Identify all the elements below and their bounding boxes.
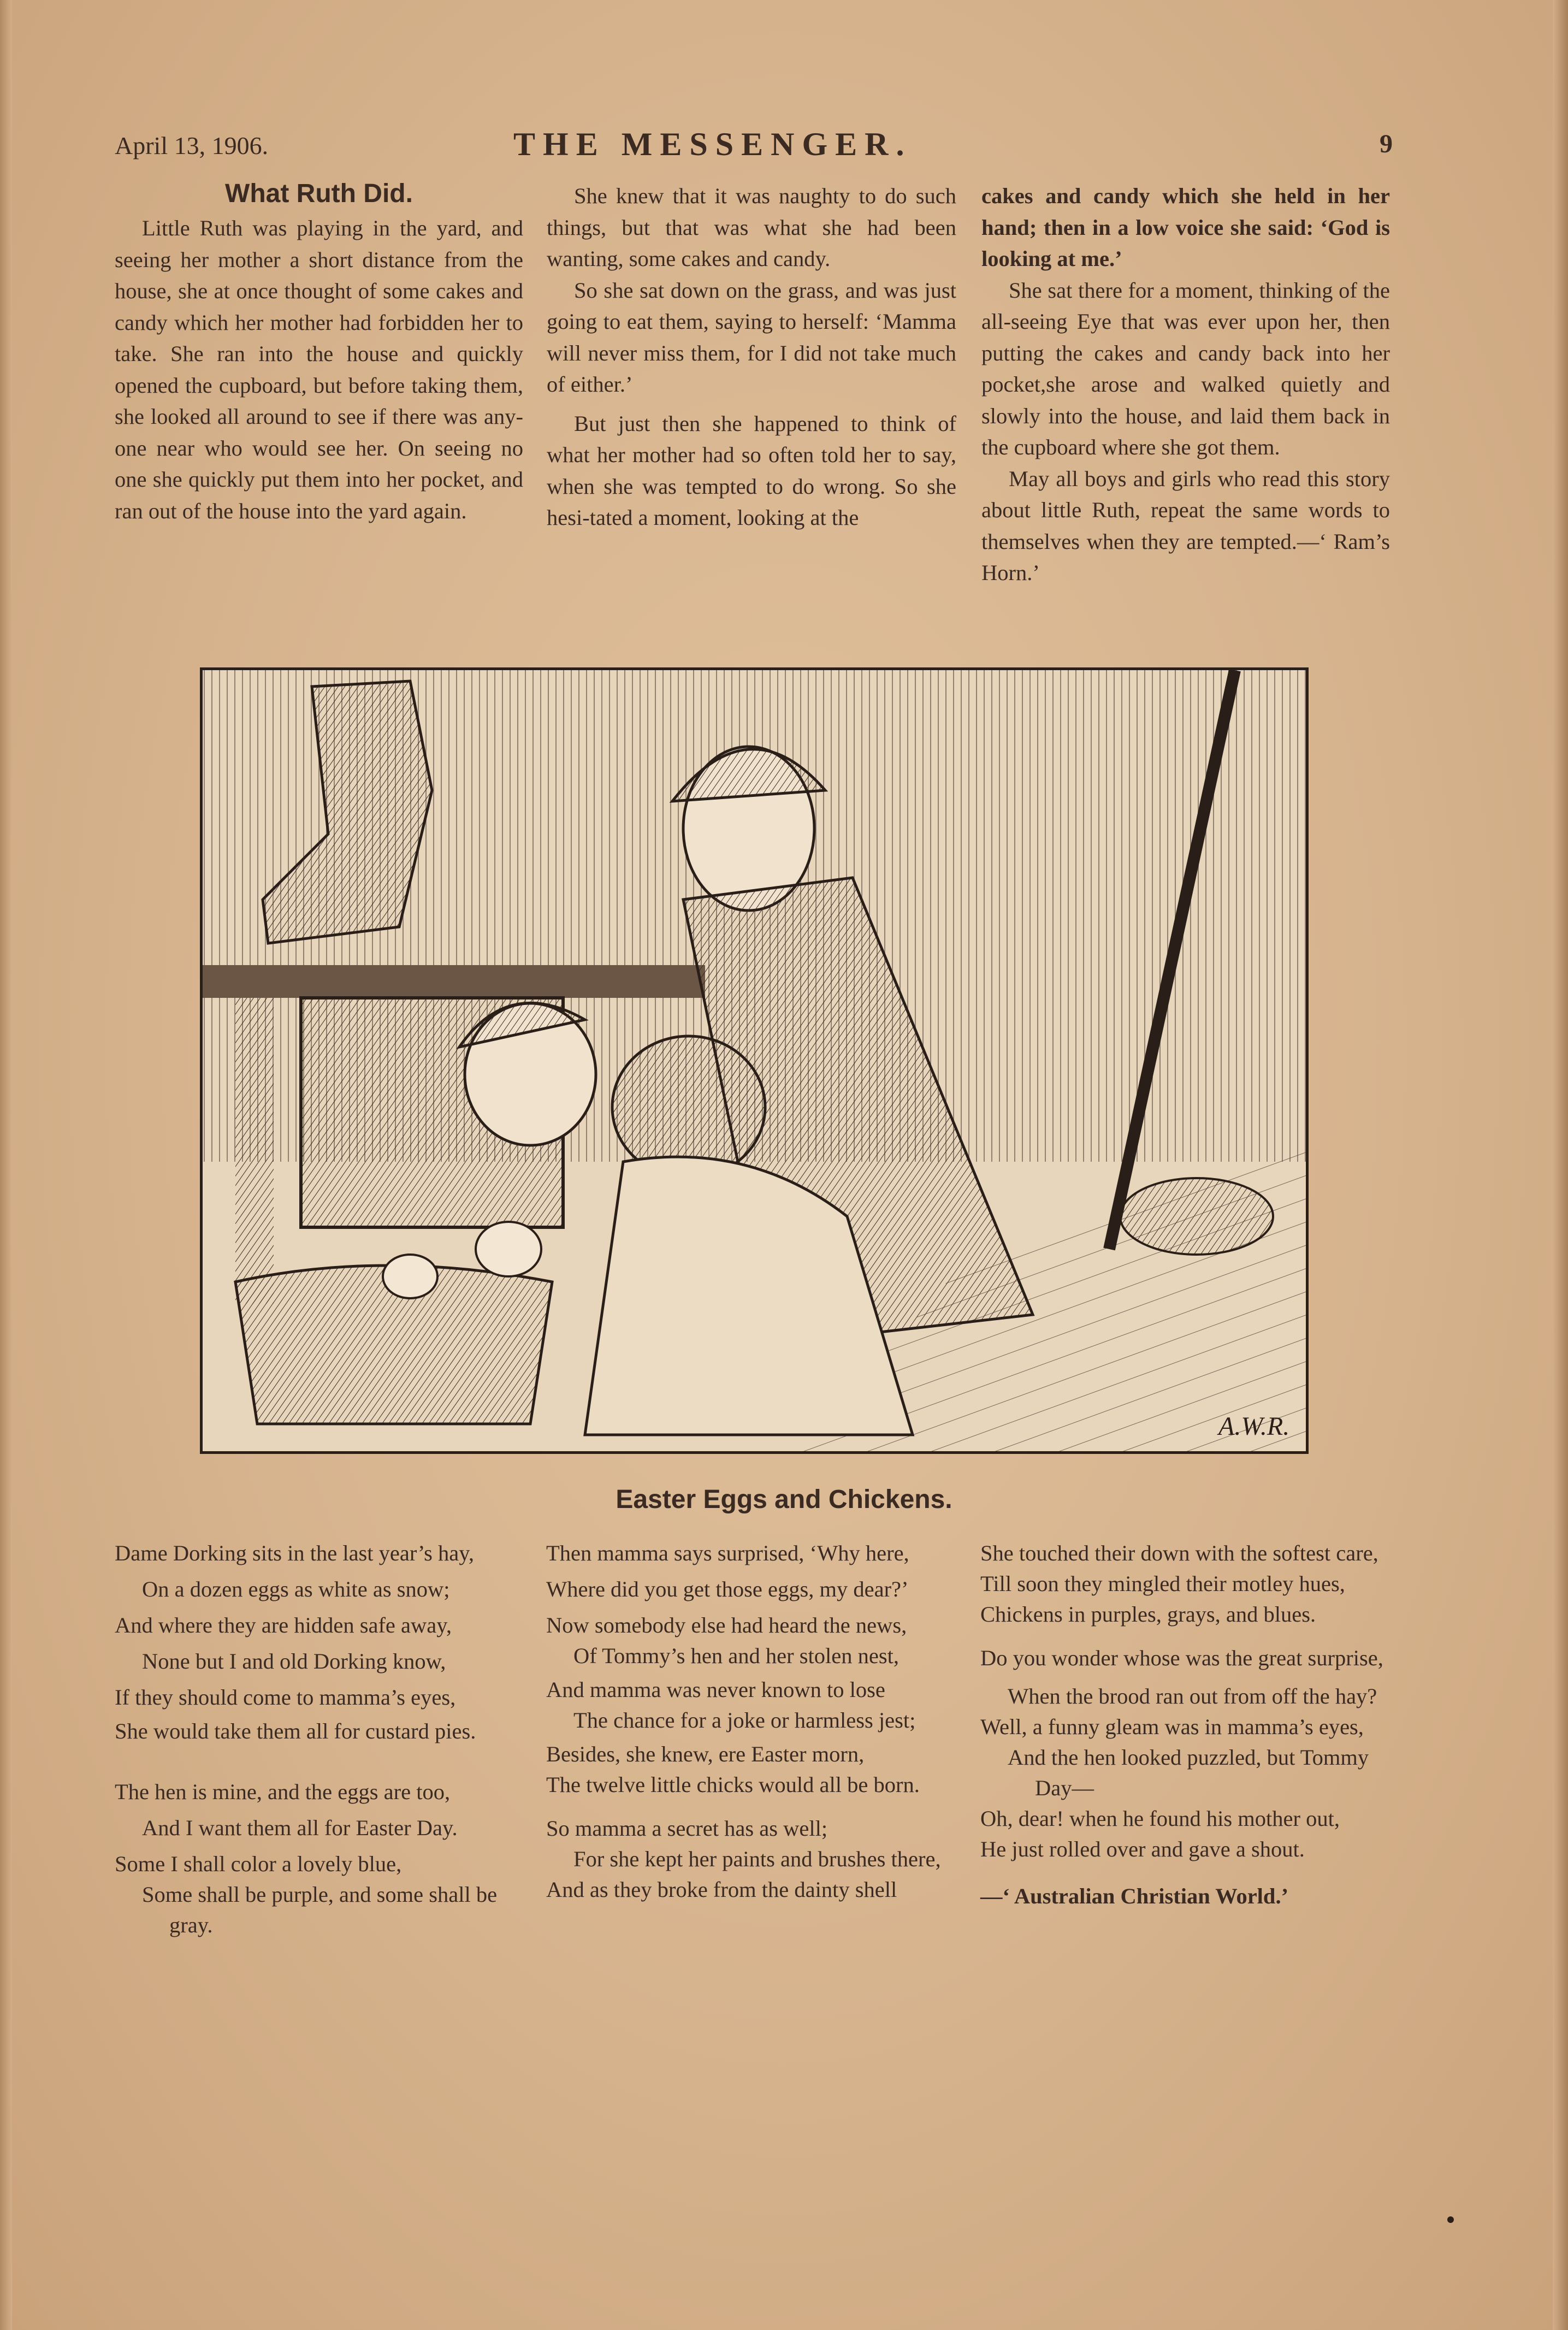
poem-line: Oh, dear! when he found his mother out, <box>980 1806 1340 1831</box>
story-paragraph: But just then she happened to think of what her mother had so often told her to say, when she was tempted to do wrong. So she hesi-tated a moment, looking at the <box>547 411 956 530</box>
story-paragraph: May all boys and girls who read this story about little Ruth, repeat the same words to themselves when they are tempted.—‘ Ram’s Horn.’ <box>981 466 1390 585</box>
poem-line: Besides, she knew, ere Easter morn, <box>546 1742 865 1766</box>
page-edge-right <box>1553 0 1568 2330</box>
poem-line: Dame Dorking sits in the last year’s hay, <box>115 1541 474 1565</box>
publication-title: THE MESSENGER. <box>513 126 912 162</box>
story-paragraph: She knew that it was naughty to do such things, but that was what she had been wanting, some cakes and candy. <box>547 184 956 271</box>
page-header <box>115 126 1393 169</box>
story-paragraph: Little Ruth was playing in the yard, and seeing her mother a short distance from the house, she at once thought of some cakes and candy which her mother had forbidden her to take. She ran into the house and quickly opened the cupboard, but before taking them, she looked all around to see if there was any-one near who would see her. On seeing no one she quickly put them into her pocket, and ran out of the house into the yard again. <box>115 216 523 523</box>
poem-line: When the brood ran out from off the hay? <box>1008 1684 1377 1708</box>
poem-column-2 <box>546 1538 958 1905</box>
poem-line: Some shall be purple, and some shall be gray. <box>142 1882 498 1937</box>
poem-line: She would take them all for custard pies. <box>115 1719 476 1743</box>
issue-date: April 13, 1906. <box>115 132 269 159</box>
poem-line: So mamma a secret has as well; <box>546 1816 828 1841</box>
poem-line: Where did you get those eggs, my dear?’ <box>546 1577 909 1601</box>
poem-line: Now somebody else had heard the news, <box>546 1613 907 1637</box>
story-column-2 <box>547 180 956 534</box>
poem-line: Till soon they mingled their motley hues, <box>980 1571 1345 1596</box>
story-title: What Ruth Did. <box>225 179 413 208</box>
poem-line: And mamma was never known to lose <box>546 1677 885 1702</box>
page-number: 9 <box>1380 129 1393 158</box>
poem-column-1 <box>115 1538 527 1941</box>
poem-line: For she kept her paints and brushes there, <box>573 1847 941 1871</box>
poem-line: Do you wonder whose was the great surprise, <box>980 1646 1383 1670</box>
poem-line: On a dozen eggs as white as snow; <box>142 1577 450 1601</box>
poem-line: The chance for a joke or harmless jest; <box>573 1708 916 1732</box>
story-paragraph: So she sat down on the grass, and was just going to eat them, saying to herself: ‘Mamma will never miss them, for I did not take much of either.’ <box>547 277 956 397</box>
engraving-illustration <box>200 667 1309 1454</box>
poem-line: Then mamma says surprised, ‘Why here, <box>546 1541 909 1565</box>
story-paragraph: She sat there for a moment, thinking of the all-seeing Eye that was ever upon her, then putting the cakes and candy back into her pocket,she arose and walked quietly and slowly into the house, and laid them back in the cupboard where she got them. <box>981 277 1390 459</box>
poem-line: Of Tommy’s hen and her stolen nest, <box>573 1643 899 1668</box>
story-column-3 <box>981 180 1390 589</box>
poem-title: Easter Eggs and Chickens. <box>616 1485 952 1514</box>
poem-line: None but I and old Dorking know, <box>142 1649 446 1673</box>
poem-source: —‘ Australian Christian World.’ <box>980 1884 1289 1908</box>
illustrator-signature: A.W.R. <box>1218 1412 1290 1441</box>
poem-line: And where they are hidden safe away, <box>115 1613 452 1637</box>
story-paragraph: cakes and candy which she held in her hand; then in a low voice she said: ‘God is looking at me.’ <box>981 184 1390 271</box>
page-edge-left <box>0 0 12 2330</box>
engraving-drawing <box>203 670 1306 1451</box>
poem-column-3 <box>980 1538 1393 1912</box>
poem-line: If they should come to mamma’s eyes, <box>115 1685 456 1710</box>
poem-line: Well, a funny gleam was in mamma’s eyes, <box>980 1714 1364 1739</box>
poem-line: Chickens in purples, grays, and blues. <box>980 1602 1316 1627</box>
poem-line: She touched their down with the softest care, <box>980 1541 1378 1565</box>
ink-dot <box>1447 2216 1454 2223</box>
poem-line: Some I shall color a lovely blue, <box>115 1852 402 1876</box>
story-column-1 <box>115 178 523 527</box>
poem-line: And the hen looked puzzled, but Tommy Day— <box>1008 1745 1369 1800</box>
poem-line: The twelve little chicks would all be born. <box>546 1772 920 1797</box>
poem-line: And I want them all for Easter Day. <box>142 1815 458 1840</box>
poem-line: And as they broke from the dainty shell <box>546 1877 897 1902</box>
poem-line: He just rolled over and gave a shout. <box>980 1837 1305 1861</box>
poem-line: The hen is mine, and the eggs are too, <box>115 1779 451 1804</box>
